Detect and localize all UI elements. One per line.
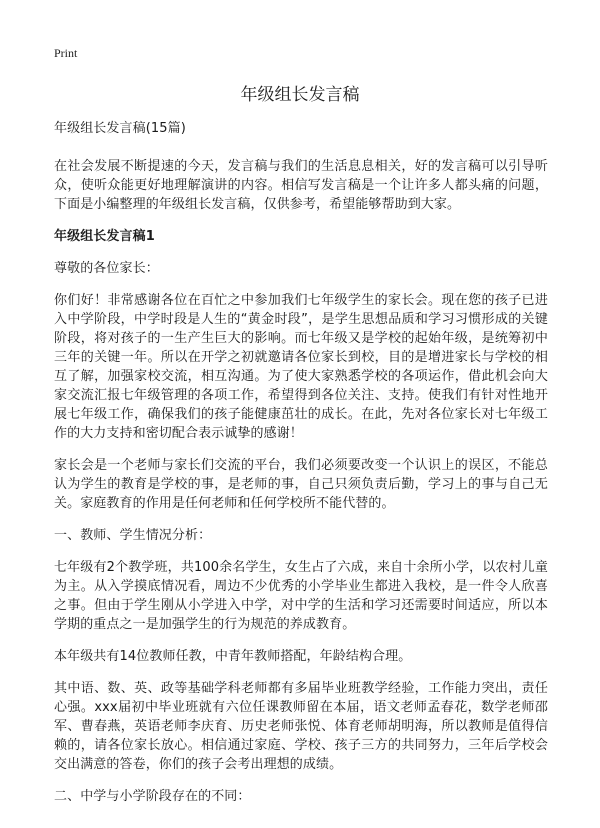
section-subheading: 二、中学与小学阶段存在的不同： [54,789,251,804]
body-paragraph: 七年级有2个教学班，共100余名学生，女生占了六成，来自十余所小学，以农村儿童为主。从入学摸底情况看，周边不少优秀的小学毕业生都进入我校，是一件令人欣喜之事。但由于学生刚从小学进入中学，对中学的生活和学习还需要时间适应，所以本学期的重点之一是加强学生的行为规范的养成教育。 [54,560,548,632]
section-subheading: 一、教师、学生情况分析： [54,528,212,543]
section-heading: 年级组长发言稿1 [54,229,155,244]
document-subtitle: 年级组长发言稿(15篇) [54,121,186,136]
body-paragraph: 家长会是一个老师与家长们交流的平台，我们必须要改变一个认识上的误区，不能总认为学生的教育是学校的事，是老师的事，自己只须负责后勤，学习上的事与自己无关。家庭教育的作用是任何老师和任何学校所不能代替的。 [54,458,548,511]
print-link[interactable]: Print [54,46,78,60]
document-body [54,119,548,819]
body-paragraph: 其中语、数、英、政等基础学科老师都有多届毕业班教学经验，工作能力突出，责任心强。xxx届初中毕业班就有六位任课教师留在本届，语文老师孟春花，数学老师邵军、曹春燕，英语老师李庆育、历史老师张悦、体育老师胡明海，所以教师是值得信赖的，请各位家长放心。相信通过家庭、学校、孩子三方的共同努力，三年后学校会交出满意的答卷，你们的孩子会考出理想的成绩。 [54,681,548,772]
body-paragraph: 你们好！非常感谢各位在百忙之中参加我们七年级学生的家长会。现在您的孩子已进入中学阶段，中学时段是人生的“黄金时段”，是学生思想品质和学习习惯形成的关键阶段，将对孩子的一生产生巨大的影响。而七年级又是学校的起始年级，是统筹初中三年的关键一年。所以在开学之初就邀请各位家长到校，目的是增进家长与学校的相互了解，加强家校交流，相互沟通。为了使大家熟悉学校的各项运作，借此机会向大家交流汇报七年级管理的各项工作，希望得到各位关注、支持。使我们有针对性地开展七年级工作，确保我们的孩子能健康茁壮的成长。在此，先对各位家长对七年级工作的大力支持和密切配合表示诚挚的感谢！ [54,293,548,441]
intro-paragraph: 在社会发展不断提速的今天，发言稿与我们的生活息息相关，好的发言稿可以引导听众，使听众能更好地理解演讲的内容。相信写发言稿是一个让许多人都头痛的问题，下面是小编整理的年级组长发言稿，仅供参考，希望能够帮助到大家。 [54,159,548,212]
document-title: 年级组长发言稿 [240,85,360,105]
greeting: 尊敬的各位家长： [54,261,159,276]
body-paragraph: 本年级共有14位教师任教，中青年教师搭配，年龄结构合理。 [54,649,412,664]
